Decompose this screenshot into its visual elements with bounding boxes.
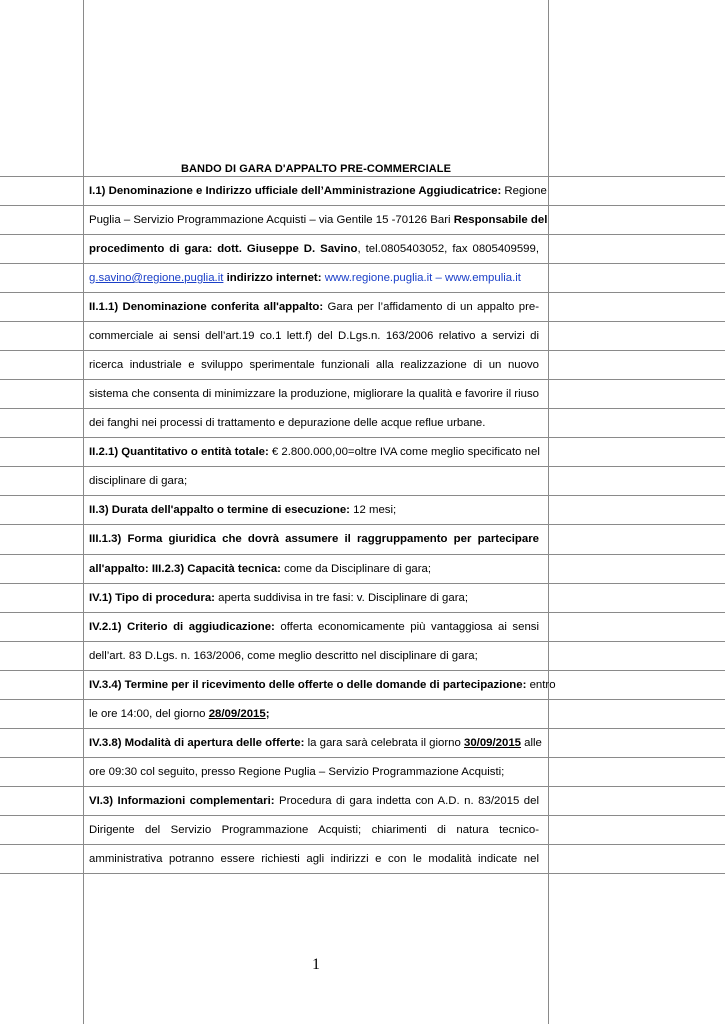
- text-line: [89, 758, 539, 787]
- link-text[interactable]: www.empulia.it: [445, 272, 521, 284]
- document-title: BANDO DI GARA D'APPALTO PRE-COMMERCIALE: [180, 163, 452, 175]
- bold-text: all'appalto: III.2.3) Capacità tecnica:: [89, 563, 281, 575]
- bold-text: 30/09/2015: [463, 737, 521, 749]
- bold-text: II.2.1) Quantitativo o entità totale:: [89, 446, 269, 458]
- body-text: , tel.0805403052, fax 0805409599,: [357, 243, 540, 255]
- bold-text: II.1.1) Denominazione conferita all'appalto:: [89, 301, 324, 313]
- text-line: [89, 845, 539, 874]
- text-line: [89, 322, 539, 351]
- text-line: [89, 177, 547, 206]
- body-text: entro: [526, 679, 556, 691]
- body-text: € 2.800.000,00=oltre IVA come meglio specificato nel: [268, 446, 540, 458]
- text-line: [89, 787, 539, 816]
- text-line: [89, 584, 539, 613]
- text-line: [89, 380, 539, 409]
- left-margin-line: [83, 0, 84, 1024]
- text-line: [89, 467, 539, 496]
- text-line: [89, 555, 539, 584]
- bold-text: II.3) Durata dell'appalto o termine di esecuzione:: [89, 504, 350, 516]
- bold-text: I.1) Denominazione e Indirizzo ufficiale dell’Amministrazione Aggiudicatrice:: [89, 185, 502, 197]
- link-text[interactable]: g.savino@regione.puglia.it: [89, 272, 224, 284]
- body-text: amministrativa potranno essere richiesti agli indirizzi e con le modalità indicate nel: [89, 853, 539, 865]
- text-line: [89, 613, 539, 642]
- bold-text: IV.2.1) Criterio di aggiudicazione:: [89, 621, 275, 633]
- text-line: [89, 438, 539, 467]
- bold-text: ;: [265, 708, 270, 720]
- text-line: [89, 700, 539, 729]
- bold-text: indirizzo internet:: [226, 272, 322, 284]
- body-text: ore 09:30 col seguito, presso Regione Puglia – Servizio Programmazione Acquisti;: [89, 766, 505, 778]
- text-line: [89, 293, 539, 322]
- text-line: [89, 671, 556, 700]
- text-line: [89, 409, 539, 438]
- body-text: disciplinare di gara;: [89, 475, 188, 487]
- bold-text: IV.3.8) Modalità di apertura delle offerte:: [89, 737, 305, 749]
- body-text: commerciale ai sensi dell’art.19 co.1 lett.f) del D.Lgs.n. 163/2006 relativo a servizi di: [89, 330, 539, 342]
- body-text: ricerca industriale e sviluppo sperimentale funzionali alla realizzazione di un nuovo: [89, 359, 539, 371]
- body-text: sistema che consenta di minimizzare la produzione, migliorare la qualità e favorire il riuso: [89, 388, 539, 400]
- body-text: Puglia – Servizio Programmazione Acquisti – via Gentile 15 -70126 Bari: [89, 214, 454, 226]
- page-number: 1: [312, 956, 320, 973]
- text-line: [89, 496, 539, 525]
- body-text: le ore 14:00, del giorno: [89, 708, 209, 720]
- text-line: [89, 642, 539, 671]
- body-text: come da Disciplinare di gara;: [280, 563, 432, 575]
- link-text[interactable]: www.regione.puglia.it: [324, 272, 433, 284]
- text-line: [89, 264, 539, 293]
- bold-text: IV.1) Tipo di procedura:: [89, 592, 215, 604]
- text-line: [89, 351, 539, 380]
- link-text[interactable]: –: [432, 272, 445, 284]
- body-text: 12 mesi;: [349, 504, 397, 516]
- text-line: [89, 729, 542, 758]
- body-text: Gara per l’affidamento di un appalto pre-: [323, 301, 540, 313]
- body-text: dei fanghi nei processi di trattamento e depurazione delle acque reflue urbane.: [89, 417, 486, 429]
- body-text: Regione: [501, 185, 547, 197]
- text-line: [89, 206, 548, 235]
- body-text: offerta economicamente più vantaggiosa ai sensi: [274, 621, 540, 633]
- body-text: alle: [521, 737, 542, 749]
- bold-text: Responsabile del: [453, 214, 548, 226]
- right-margin-line: [548, 0, 549, 1024]
- bold-text: III.1.3) Forma giuridica che dovrà assumere il raggruppamento per partecipare: [89, 533, 539, 545]
- bold-text: IV.3.4) Termine per il ricevimento delle offerte o delle domande di partecipazione:: [89, 679, 527, 691]
- body-text: Dirigente del Servizio Programmazione Acquisti; chiarimenti di natura tecnico-: [89, 824, 539, 836]
- text-line: [89, 816, 539, 845]
- bold-text: VI.3) Informazioni complementari:: [89, 795, 275, 807]
- text-line: [89, 235, 539, 264]
- body-text: dell’art. 83 D.Lgs. n. 163/2006, come meglio descritto nel disciplinare di gara;: [89, 650, 478, 662]
- bold-text: 28/09/2015: [208, 708, 266, 720]
- bold-text: procedimento di gara: dott. Giuseppe D. Savino: [89, 243, 358, 255]
- body-text: Procedura di gara indetta con A.D. n. 83/2015 del: [274, 795, 539, 807]
- body-text: la gara sarà celebrata il giorno: [304, 737, 464, 749]
- text-line: [89, 525, 539, 554]
- body-text: aperta suddivisa in tre fasi: v. Disciplinare di gara;: [214, 592, 468, 604]
